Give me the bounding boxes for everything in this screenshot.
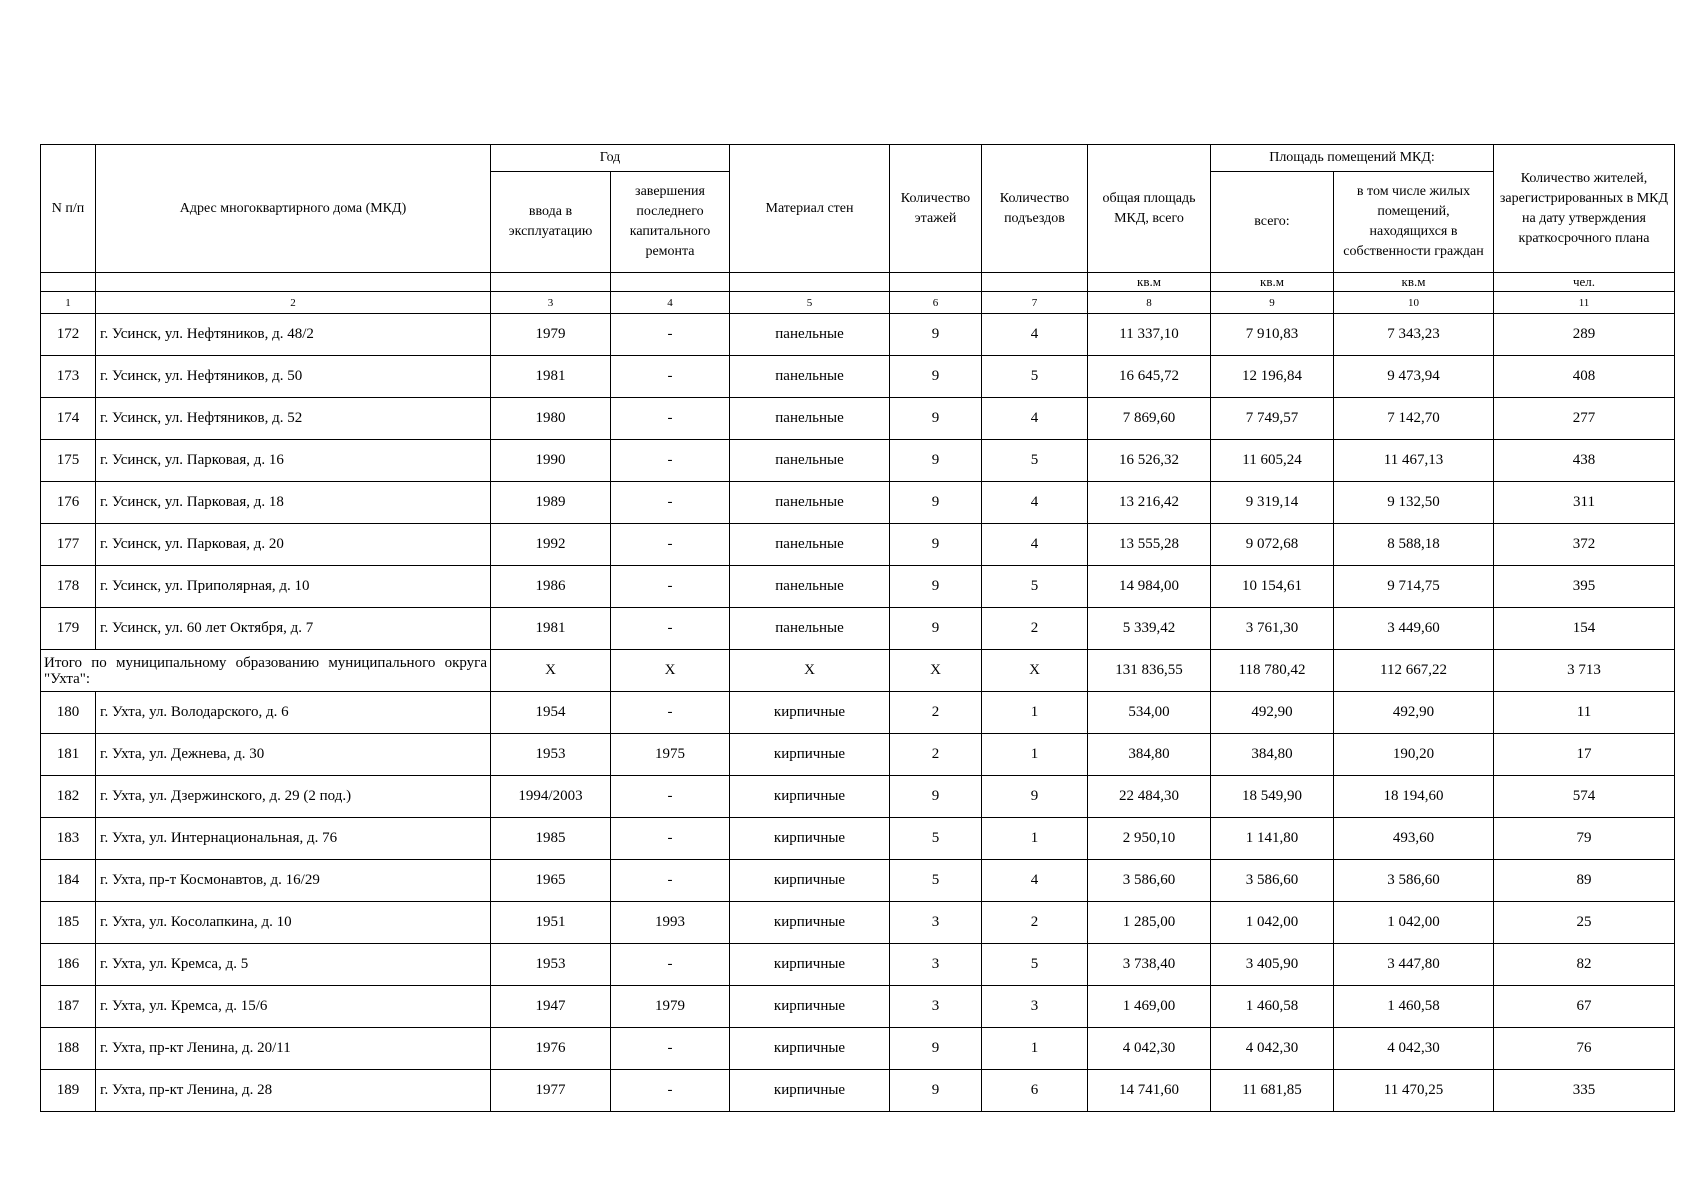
- table-cell: 9: [890, 1070, 982, 1112]
- table-cell: панельные: [730, 482, 890, 524]
- table-cell: 11 681,85: [1211, 1070, 1334, 1112]
- table-cell: 492,90: [1211, 692, 1334, 734]
- table-cell: 3: [890, 986, 982, 1028]
- table-cell: г. Ухта, ул. Кремса, д. 15/6: [96, 986, 491, 1028]
- table-cell: 1 042,00: [1211, 902, 1334, 944]
- table-cell: 1976: [491, 1028, 611, 1070]
- table-row: [41, 1070, 1675, 1112]
- table-cell: 3 738,40: [1088, 944, 1211, 986]
- table-cell: 184: [41, 860, 96, 902]
- table-cell: 2 950,10: [1088, 818, 1211, 860]
- table-cell: 67: [1494, 986, 1675, 1028]
- table-cell: 5: [982, 356, 1088, 398]
- table-cell: панельные: [730, 566, 890, 608]
- table-cell: 181: [41, 734, 96, 776]
- table-cell: 492,90: [1334, 692, 1494, 734]
- table-cell: 2: [982, 608, 1088, 650]
- header-wall-material: Материал стен: [730, 145, 890, 273]
- header-residents: Количество жителей, зарегистрированных в МКД на дату утверждения краткосрочного плана: [1494, 145, 1675, 273]
- header-floors: Количество этажей: [890, 145, 982, 273]
- table-cell: 1953: [491, 944, 611, 986]
- table-cell: 187: [41, 986, 96, 1028]
- unit-cell: [982, 273, 1088, 292]
- table-cell: 1 460,58: [1211, 986, 1334, 1028]
- table-cell: 1953: [491, 734, 611, 776]
- table-cell: 493,60: [1334, 818, 1494, 860]
- table-cell: -: [611, 356, 730, 398]
- table-cell: г. Ухта, ул. Косолапкина, д. 10: [96, 902, 491, 944]
- column-number: 10: [1334, 292, 1494, 314]
- unit-residents: чел.: [1494, 273, 1675, 292]
- table-cell: кирпичные: [730, 986, 890, 1028]
- table-cell: 1981: [491, 356, 611, 398]
- table-cell: панельные: [730, 314, 890, 356]
- table-cell: 384,80: [1211, 734, 1334, 776]
- table-cell: 1979: [491, 314, 611, 356]
- table-cell: г. Ухта, ул. Интернациональная, д. 76: [96, 818, 491, 860]
- table-cell: 179: [41, 608, 96, 650]
- table-cell: 172: [41, 314, 96, 356]
- table-cell: 17: [1494, 734, 1675, 776]
- header-address: Адрес многоквартирного дома (МКД): [96, 145, 491, 273]
- table-cell: 2: [890, 734, 982, 776]
- table-cell: -: [611, 1028, 730, 1070]
- table-cell: г. Ухта, ул. Володарского, д. 6: [96, 692, 491, 734]
- table-cell: 9: [982, 776, 1088, 818]
- unit-cell: [491, 273, 611, 292]
- table-cell: 277: [1494, 398, 1675, 440]
- table-row: [41, 398, 1675, 440]
- table-cell: -: [611, 860, 730, 902]
- table-cell: 177: [41, 524, 96, 566]
- table-cell: 3: [890, 902, 982, 944]
- table-cell: 9 473,94: [1334, 356, 1494, 398]
- table-cell: 190,20: [1334, 734, 1494, 776]
- table-cell: 82: [1494, 944, 1675, 986]
- table-row: [41, 440, 1675, 482]
- table-cell: 6: [982, 1070, 1088, 1112]
- table-row: [41, 524, 1675, 566]
- table-cell: 311: [1494, 482, 1675, 524]
- table-cell: 4 042,30: [1211, 1028, 1334, 1070]
- table-row: [41, 314, 1675, 356]
- header-num: N п/п: [41, 145, 96, 273]
- unit-premises-all: кв.м: [1211, 273, 1334, 292]
- table-cell: 1954: [491, 692, 611, 734]
- unit-cell: [611, 273, 730, 292]
- table-cell: 154: [1494, 608, 1675, 650]
- unit-cell: [96, 273, 491, 292]
- table-cell: -: [611, 818, 730, 860]
- table-cell: 16 645,72: [1088, 356, 1211, 398]
- table-cell: г. Ухта, ул. Кремса, д. 5: [96, 944, 491, 986]
- table-cell: 1977: [491, 1070, 611, 1112]
- table-cell: -: [611, 692, 730, 734]
- table-cell: 183: [41, 818, 96, 860]
- total-row: [41, 650, 1675, 692]
- table-cell: 1980: [491, 398, 611, 440]
- table-cell: 1 460,58: [1334, 986, 1494, 1028]
- table-cell: г. Усинск, ул. Нефтяников, д. 48/2: [96, 314, 491, 356]
- table-cell: 189: [41, 1070, 96, 1112]
- table-cell: 9 319,14: [1211, 482, 1334, 524]
- table-cell: 176: [41, 482, 96, 524]
- table-cell: 1 469,00: [1088, 986, 1211, 1028]
- column-number: 3: [491, 292, 611, 314]
- table-cell: 7 142,70: [1334, 398, 1494, 440]
- table-cell: 1993: [611, 902, 730, 944]
- table-cell: 1986: [491, 566, 611, 608]
- table-cell: 1947: [491, 986, 611, 1028]
- table-cell: 5 339,42: [1088, 608, 1211, 650]
- header-premises-residential: в том числе жилых помещений, находящихся в собственности граждан: [1334, 172, 1494, 273]
- table-cell: г. Усинск, ул. Приполярная, д. 10: [96, 566, 491, 608]
- header-premises-all: всего:: [1211, 172, 1334, 273]
- table-row: [41, 902, 1675, 944]
- table-cell: 9: [890, 566, 982, 608]
- table-cell: г. Ухта, ул. Дежнева, д. 30: [96, 734, 491, 776]
- table-cell: 175: [41, 440, 96, 482]
- table-cell: 9: [890, 482, 982, 524]
- table-row: [41, 356, 1675, 398]
- column-number: 8: [1088, 292, 1211, 314]
- table-row: [41, 860, 1675, 902]
- table-cell: 2: [982, 902, 1088, 944]
- table-cell: 5: [982, 566, 1088, 608]
- unit-cell: [41, 273, 96, 292]
- table-cell: г. Усинск, ул. Нефтяников, д. 50: [96, 356, 491, 398]
- table-cell: 3 449,60: [1334, 608, 1494, 650]
- table-cell: 1: [982, 692, 1088, 734]
- table-cell: 173: [41, 356, 96, 398]
- table-cell: 4 042,30: [1334, 1028, 1494, 1070]
- table-cell: 13 216,42: [1088, 482, 1211, 524]
- table-cell: 22 484,30: [1088, 776, 1211, 818]
- header-year: Год: [491, 145, 730, 172]
- table-cell: 7 910,83: [1211, 314, 1334, 356]
- table-cell: -: [611, 1070, 730, 1112]
- table-cell: г. Ухта, пр-кт Ленина, д. 28: [96, 1070, 491, 1112]
- table-cell: 3 586,60: [1088, 860, 1211, 902]
- column-number: 2: [96, 292, 491, 314]
- table-cell: 372: [1494, 524, 1675, 566]
- table-cell: 182: [41, 776, 96, 818]
- column-number: 5: [730, 292, 890, 314]
- table-cell: 5: [890, 818, 982, 860]
- table-cell: -: [611, 482, 730, 524]
- table-cell: 3 405,90: [1211, 944, 1334, 986]
- table-cell: 12 196,84: [1211, 356, 1334, 398]
- table-cell: 574: [1494, 776, 1675, 818]
- total-label: Итого по муниципальному образованию муниципального округа "Ухта":: [41, 650, 491, 692]
- table-row: [41, 566, 1675, 608]
- unit-total-area: кв.м: [1088, 273, 1211, 292]
- table-cell: 2: [890, 692, 982, 734]
- table-cell: 1990: [491, 440, 611, 482]
- table-cell: 1 141,80: [1211, 818, 1334, 860]
- table-cell: 1 285,00: [1088, 902, 1211, 944]
- table-cell: -: [611, 398, 730, 440]
- total-cell: 131 836,55: [1088, 650, 1211, 692]
- table-cell: 289: [1494, 314, 1675, 356]
- table-cell: г. Ухта, ул. Дзержинского, д. 29 (2 под.): [96, 776, 491, 818]
- table-cell: г. Усинск, ул. Парковая, д. 18: [96, 482, 491, 524]
- table-cell: 5: [982, 440, 1088, 482]
- table-cell: 4: [982, 524, 1088, 566]
- table-cell: г. Усинск, ул. 60 лет Октября, д. 7: [96, 608, 491, 650]
- table-cell: 14 984,00: [1088, 566, 1211, 608]
- table-cell: кирпичные: [730, 1070, 890, 1112]
- table-cell: 4: [982, 482, 1088, 524]
- table-row: [41, 482, 1675, 524]
- table-cell: 13 555,28: [1088, 524, 1211, 566]
- table-row: [41, 692, 1675, 734]
- table-cell: кирпичные: [730, 734, 890, 776]
- table-cell: 1 042,00: [1334, 902, 1494, 944]
- table-cell: 9: [890, 314, 982, 356]
- table-row: [41, 608, 1675, 650]
- table-cell: 3: [982, 986, 1088, 1028]
- table-cell: 1: [982, 734, 1088, 776]
- table-cell: г. Ухта, пр-т Космонавтов, д. 16/29: [96, 860, 491, 902]
- total-cell: X: [730, 650, 890, 692]
- table-cell: -: [611, 440, 730, 482]
- total-cell: X: [611, 650, 730, 692]
- unit-cell: [730, 273, 890, 292]
- table-cell: кирпичные: [730, 860, 890, 902]
- header-year-commission: ввода в эксплуатацию: [491, 172, 611, 273]
- table-cell: панельные: [730, 440, 890, 482]
- table-cell: 185: [41, 902, 96, 944]
- table-cell: 9: [890, 776, 982, 818]
- table-cell: г. Усинск, ул. Парковая, д. 20: [96, 524, 491, 566]
- table-cell: 178: [41, 566, 96, 608]
- table-cell: панельные: [730, 356, 890, 398]
- table-row: [41, 944, 1675, 986]
- table-cell: 8 588,18: [1334, 524, 1494, 566]
- total-cell: 118 780,42: [1211, 650, 1334, 692]
- table-cell: 9: [890, 1028, 982, 1070]
- table-cell: 3 586,60: [1334, 860, 1494, 902]
- table-cell: г. Усинск, ул. Нефтяников, д. 52: [96, 398, 491, 440]
- table-cell: 25: [1494, 902, 1675, 944]
- table-row: [41, 776, 1675, 818]
- column-number: 4: [611, 292, 730, 314]
- table-cell: 384,80: [1088, 734, 1211, 776]
- total-section: [41, 650, 1675, 692]
- table-cell: 9: [890, 608, 982, 650]
- table-cell: 11: [1494, 692, 1675, 734]
- table-cell: 7 749,57: [1211, 398, 1334, 440]
- table-cell: 89: [1494, 860, 1675, 902]
- table-cell: 534,00: [1088, 692, 1211, 734]
- column-number: 9: [1211, 292, 1334, 314]
- table-cell: 18 194,60: [1334, 776, 1494, 818]
- column-number: 11: [1494, 292, 1675, 314]
- table-cell: кирпичные: [730, 776, 890, 818]
- table-cell: 180: [41, 692, 96, 734]
- table-cell: 188: [41, 1028, 96, 1070]
- table-cell: кирпичные: [730, 692, 890, 734]
- table-row: [41, 818, 1675, 860]
- table-cell: кирпичные: [730, 902, 890, 944]
- header-premises-area: Площадь помещений МКД:: [1211, 145, 1494, 172]
- table-cell: кирпичные: [730, 944, 890, 986]
- table-cell: -: [611, 566, 730, 608]
- table-cell: 7 343,23: [1334, 314, 1494, 356]
- table-cell: 9 714,75: [1334, 566, 1494, 608]
- table-cell: 174: [41, 398, 96, 440]
- unit-cell: [890, 273, 982, 292]
- table-cell: 395: [1494, 566, 1675, 608]
- total-cell: 112 667,22: [1334, 650, 1494, 692]
- table-cell: 5: [982, 944, 1088, 986]
- table-cell: -: [611, 524, 730, 566]
- table-cell: 4: [982, 398, 1088, 440]
- table-cell: -: [611, 608, 730, 650]
- table-cell: 11 605,24: [1211, 440, 1334, 482]
- table-cell: 1981: [491, 608, 611, 650]
- table-cell: 4 042,30: [1088, 1028, 1211, 1070]
- table-cell: 1992: [491, 524, 611, 566]
- table-cell: 7 869,60: [1088, 398, 1211, 440]
- table-cell: панельные: [730, 398, 890, 440]
- table-cell: 3 447,80: [1334, 944, 1494, 986]
- ukhta-rows: [41, 692, 1675, 1112]
- table-cell: 76: [1494, 1028, 1675, 1070]
- table-cell: 408: [1494, 356, 1675, 398]
- table-cell: 1979: [611, 986, 730, 1028]
- usinsk-rows: [41, 314, 1675, 650]
- table-cell: 3: [890, 944, 982, 986]
- column-number: 6: [890, 292, 982, 314]
- total-cell: X: [491, 650, 611, 692]
- table-cell: 4: [982, 314, 1088, 356]
- table-cell: 10 154,61: [1211, 566, 1334, 608]
- table-cell: панельные: [730, 524, 890, 566]
- column-number: 1: [41, 292, 96, 314]
- table-cell: г. Ухта, пр-кт Ленина, д. 20/11: [96, 1028, 491, 1070]
- table-cell: 186: [41, 944, 96, 986]
- table-cell: панельные: [730, 608, 890, 650]
- unit-premises-residential: кв.м: [1334, 273, 1494, 292]
- table-cell: -: [611, 776, 730, 818]
- table-cell: 9: [890, 440, 982, 482]
- header-total-area: общая площадь МКД, всего: [1088, 145, 1211, 273]
- table-row: [41, 1028, 1675, 1070]
- table-cell: 9: [890, 398, 982, 440]
- table-cell: 9: [890, 524, 982, 566]
- table-cell: 11 337,10: [1088, 314, 1211, 356]
- table-cell: 1951: [491, 902, 611, 944]
- total-cell: X: [890, 650, 982, 692]
- table-cell: 1965: [491, 860, 611, 902]
- column-number: 7: [982, 292, 1088, 314]
- table-cell: 3 586,60: [1211, 860, 1334, 902]
- table-cell: 1: [982, 818, 1088, 860]
- table-cell: 1: [982, 1028, 1088, 1070]
- table-cell: 1975: [611, 734, 730, 776]
- table-cell: 11 470,25: [1334, 1070, 1494, 1112]
- table-cell: 11 467,13: [1334, 440, 1494, 482]
- table-cell: 9 072,68: [1211, 524, 1334, 566]
- table-cell: 79: [1494, 818, 1675, 860]
- table-cell: 1985: [491, 818, 611, 860]
- header-year-last-repair: завершения последнего капитального ремонта: [611, 172, 730, 273]
- table-cell: 14 741,60: [1088, 1070, 1211, 1112]
- table-cell: кирпичные: [730, 818, 890, 860]
- total-cell: X: [982, 650, 1088, 692]
- table-cell: 5: [890, 860, 982, 902]
- table-cell: кирпичные: [730, 1028, 890, 1070]
- table-cell: 335: [1494, 1070, 1675, 1112]
- table-row: [41, 734, 1675, 776]
- table-cell: 1989: [491, 482, 611, 524]
- header-entrances: Количество подъездов: [982, 145, 1088, 273]
- table-cell: 4: [982, 860, 1088, 902]
- table-cell: 3 761,30: [1211, 608, 1334, 650]
- housing-register-table: [40, 144, 1675, 1112]
- table-cell: 18 549,90: [1211, 776, 1334, 818]
- table-cell: 9: [890, 356, 982, 398]
- table-cell: г. Усинск, ул. Парковая, д. 16: [96, 440, 491, 482]
- table-cell: 9 132,50: [1334, 482, 1494, 524]
- table-cell: 438: [1494, 440, 1675, 482]
- total-cell: 3 713: [1494, 650, 1675, 692]
- table-cell: 1994/2003: [491, 776, 611, 818]
- table-cell: -: [611, 314, 730, 356]
- table-row: [41, 986, 1675, 1028]
- table-cell: 16 526,32: [1088, 440, 1211, 482]
- table-cell: -: [611, 944, 730, 986]
